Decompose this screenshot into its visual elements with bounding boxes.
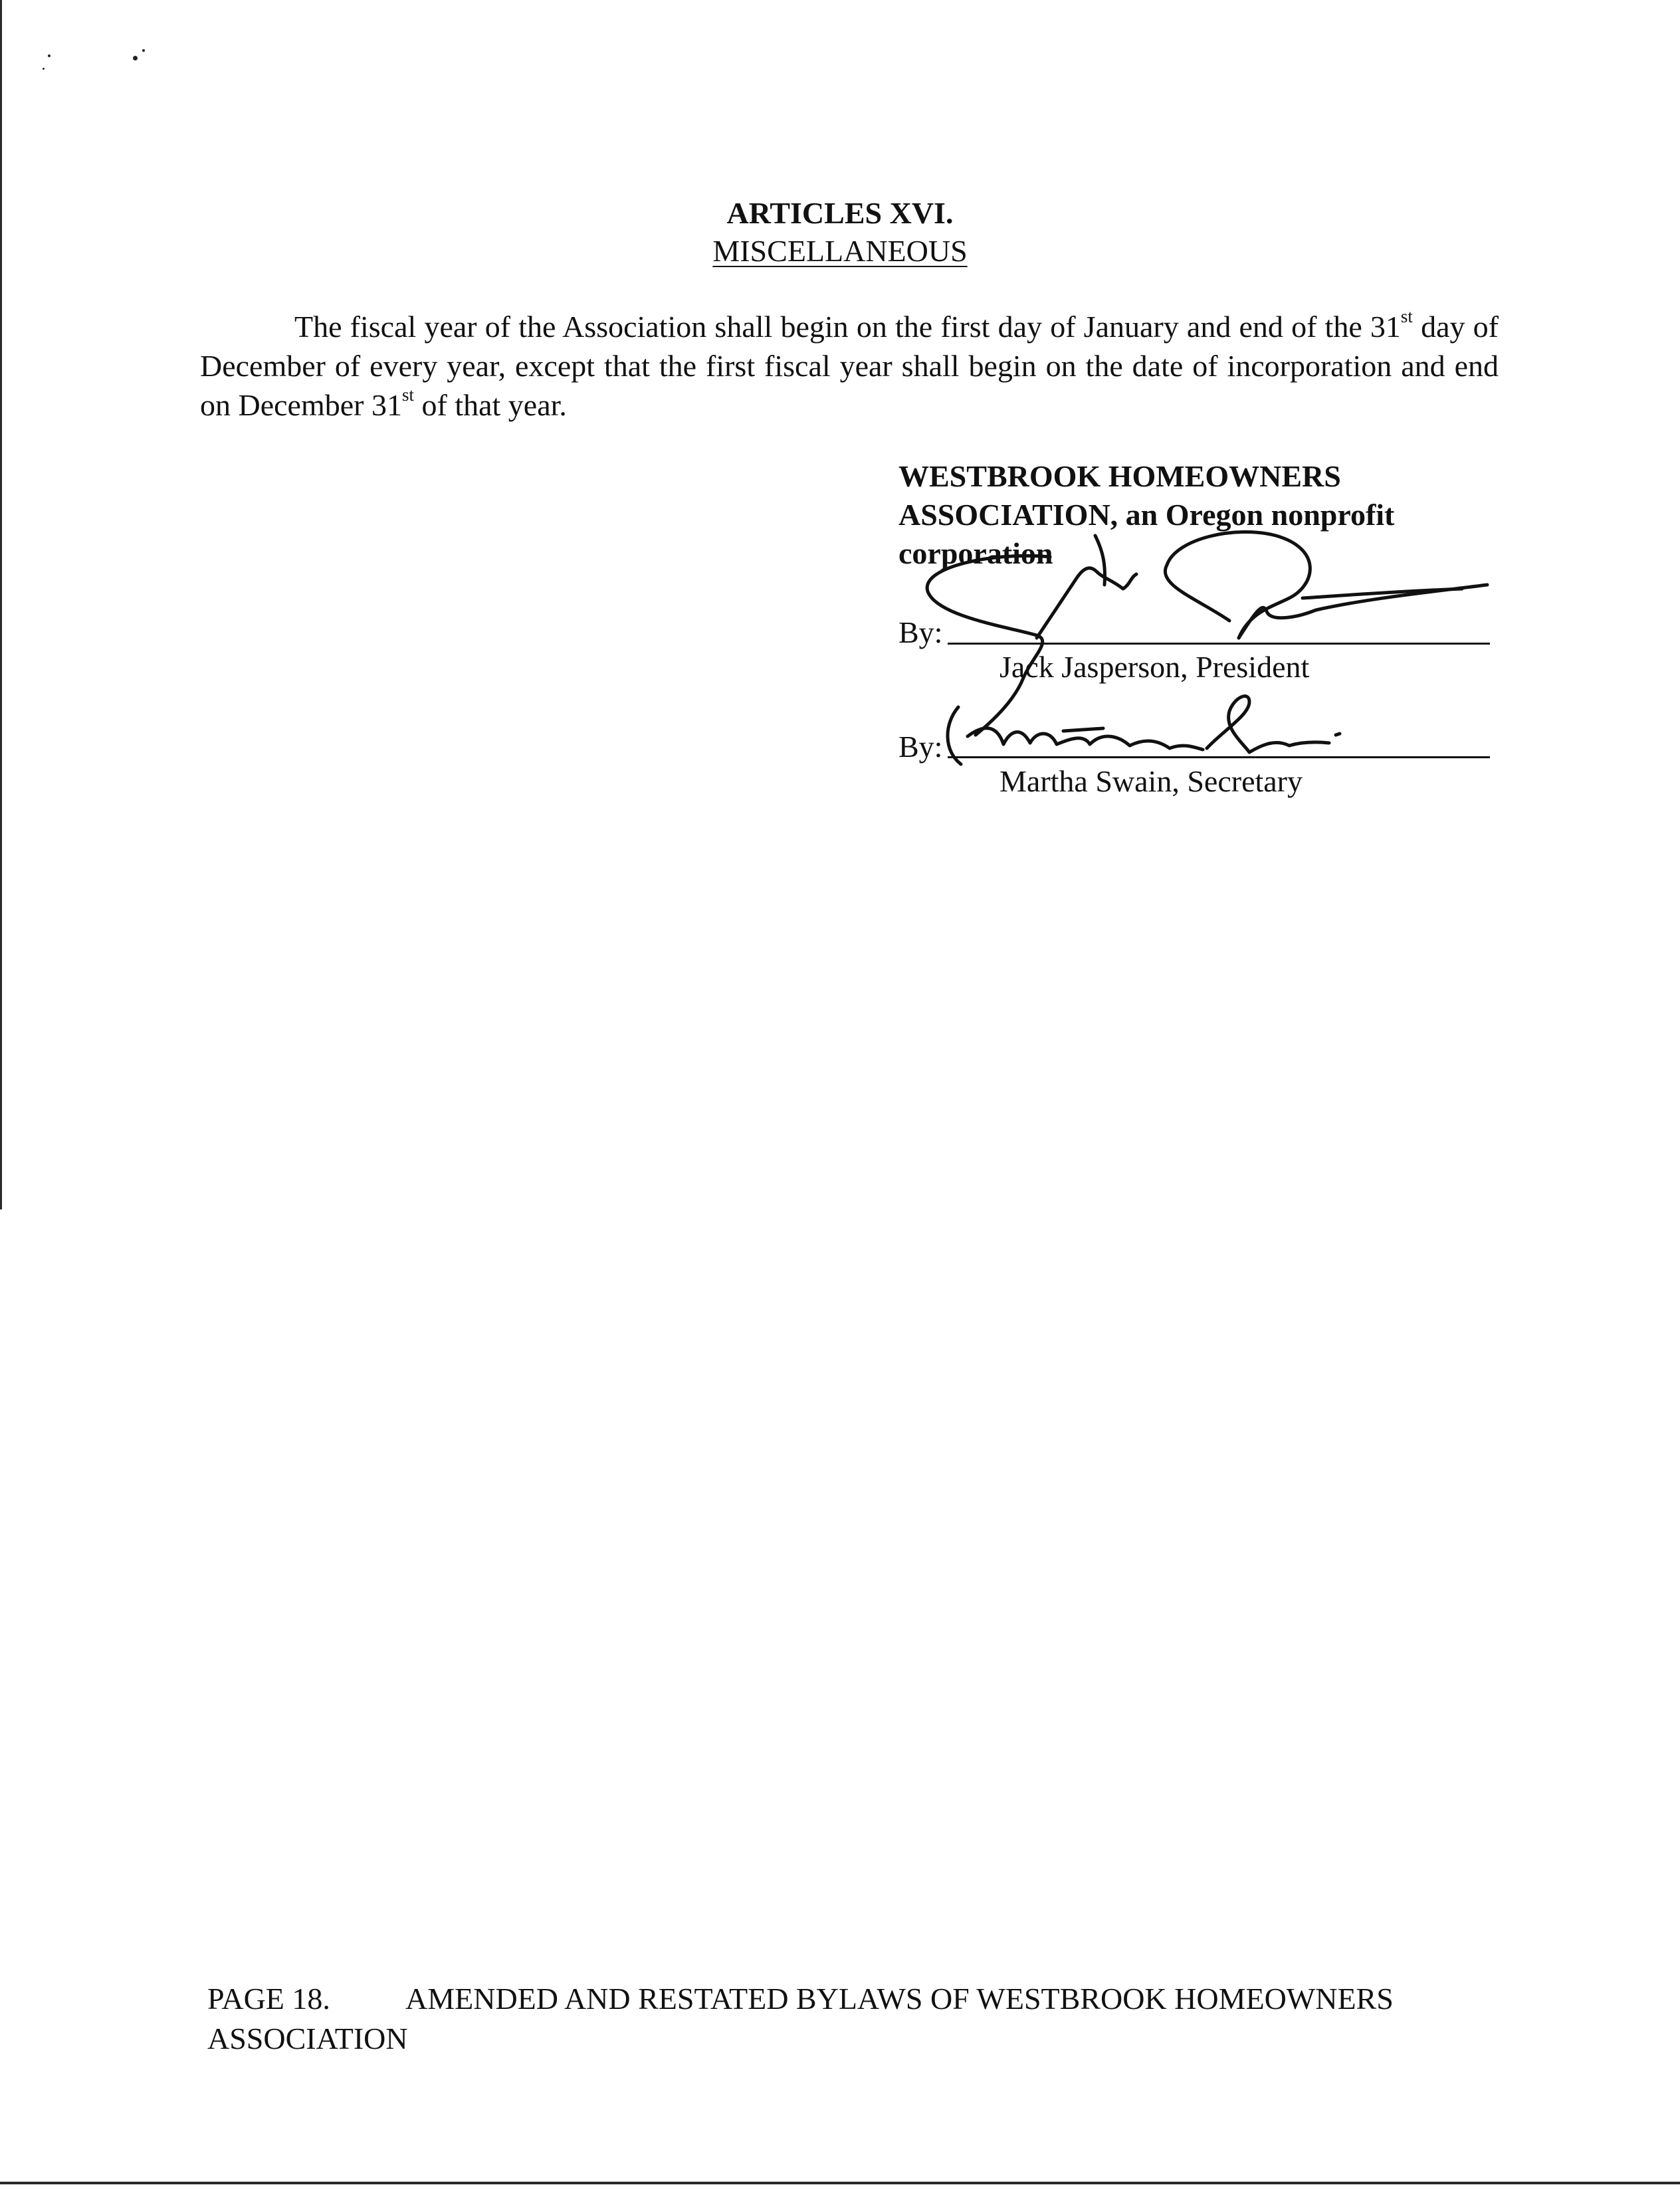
scan-speck [142,49,145,52]
body-paragraph [200,307,1499,425]
scan-speck [133,56,138,60]
article-number: ARTICLES XVI. [726,196,954,230]
body-text-1: The fiscal year of the Association shall begin on the first day of January and end of the 31 [294,310,1401,344]
article-title: MISCELLANEOUS [712,234,968,268]
body-text-2: day of December of every year, except that the first fiscal year shall begin on the date of incorporation and end on December 31 [200,310,1499,422]
ordinal-suffix-2: st [402,385,415,405]
organization-name: WESTBROOK HOMEOWNERS ASSOCIATION, an Oregon nonprofit corporation [898,459,1395,570]
body-text-3: of that year. [414,388,567,422]
by-label-president: By: [898,615,943,649]
by-label-secretary: By: [898,730,943,764]
signature-line-president [948,643,1490,645]
signer-president: Jack Jasperson, President [999,650,1310,684]
ordinal-suffix-1: st [1400,306,1413,326]
scan-speck [43,68,45,70]
scan-speck [48,54,51,57]
page-number: PAGE 18. [207,1982,330,2016]
signer-secretary: Martha Swain, Secretary [999,764,1303,798]
scan-left-edge [0,0,2,1209]
signature-line-secretary [948,756,1490,758]
scan-bottom-edge [0,2182,1680,2184]
signature-secretary [948,696,1340,764]
page-footer [207,1979,1510,2059]
footer-title: AMENDED AND RESTATED BYLAWS OF WESTBROOK HOMEOWNERS ASSOCIATION [207,1982,1394,2055]
